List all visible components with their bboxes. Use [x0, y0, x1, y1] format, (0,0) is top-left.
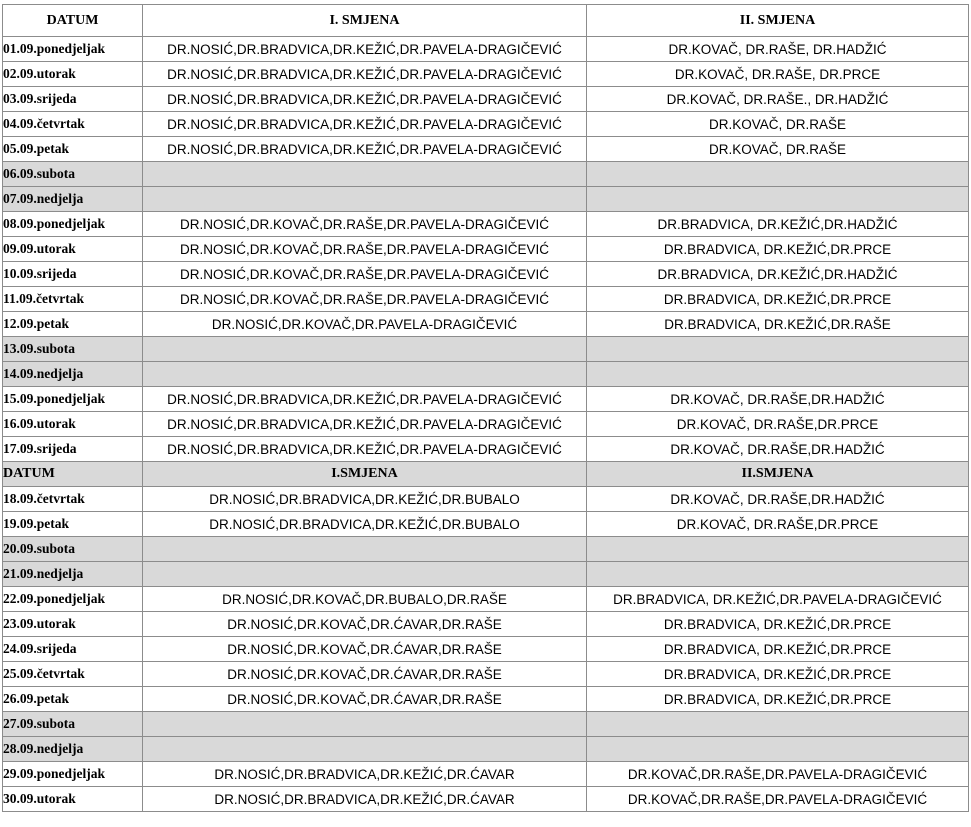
- shift-1-cell: DR.NOSIĆ,DR.BRADVICA,DR.KEŽIĆ,DR.BUBALO: [143, 487, 587, 512]
- schedule-row: [3, 687, 969, 712]
- shift-1-cell: [143, 187, 587, 212]
- date-cell: 21.09.nedjelja: [3, 562, 143, 587]
- shift-2-cell: DR.KOVAČ, DR.RAŠE,DR.PRCE: [587, 512, 969, 537]
- schedule-row: [3, 312, 969, 337]
- schedule-row: [3, 787, 969, 812]
- header-row: [3, 5, 969, 37]
- date-cell: 12.09.petak: [3, 312, 143, 337]
- date-cell: 01.09.ponedjeljak: [3, 37, 143, 62]
- shift-2-cell: DR.BRADVICA, DR.KEŽIĆ,DR.PRCE: [587, 637, 969, 662]
- shift-2-cell: [587, 337, 969, 362]
- shift-1-cell: DR.NOSIĆ,DR.BRADVICA,DR.KEŽIĆ,DR.BUBALO: [143, 512, 587, 537]
- shift-2-cell: [587, 162, 969, 187]
- date-cell: 04.09.četvrtak: [3, 112, 143, 137]
- shift-2-cell: [587, 737, 969, 762]
- schedule-row: [3, 412, 969, 437]
- schedule-row: [3, 362, 969, 387]
- shift-1-cell: DR.NOSIĆ,DR.KOVAČ,DR.ĆAVAR,DR.RAŠE: [143, 637, 587, 662]
- shift-2-cell: DR.KOVAČ, DR.RAŠE, DR.PRCE: [587, 62, 969, 87]
- shift-1-cell: DR.NOSIĆ,DR.BRADVICA,DR.KEŽIĆ,DR.PAVELA-DRAGIČEVIĆ: [143, 37, 587, 62]
- date-cell: 14.09.nedjelja: [3, 362, 143, 387]
- shift-1-cell: DR.NOSIĆ,DR.KOVAČ,DR.ĆAVAR,DR.RAŠE: [143, 687, 587, 712]
- schedule-row: [3, 137, 969, 162]
- date-cell: 16.09.utorak: [3, 412, 143, 437]
- shift-2-cell: [587, 712, 969, 737]
- schedule-row: [3, 387, 969, 412]
- shift-2-cell: DR.BRADVICA, DR.KEŽIĆ,DR.HADŽIĆ: [587, 262, 969, 287]
- schedule-row: [3, 262, 969, 287]
- schedule-row: [3, 87, 969, 112]
- schedule-row: [3, 737, 969, 762]
- shift-2-cell: DR.BRADVICA, DR.KEŽIĆ,DR.HADŽIĆ: [587, 212, 969, 237]
- schedule-row: [3, 337, 969, 362]
- schedule-subheader: [3, 462, 969, 487]
- schedule-body-second: [3, 487, 969, 812]
- shift-1-cell: DR.NOSIĆ,DR.KOVAČ,DR.RAŠE,DR.PAVELA-DRAGIČEVIĆ: [143, 262, 587, 287]
- shift-2-cell: DR.KOVAČ, DR.RAŠE., DR.HADŽIĆ: [587, 87, 969, 112]
- shift-1-cell: DR.NOSIĆ,DR.KOVAČ,DR.ĆAVAR,DR.RAŠE: [143, 662, 587, 687]
- schedule-row: [3, 712, 969, 737]
- shift-1-cell: [143, 362, 587, 387]
- shift-2-cell: DR.KOVAČ, DR.RAŠE: [587, 137, 969, 162]
- date-cell: 15.09.ponedjeljak: [3, 387, 143, 412]
- shift-2-cell: DR.BRADVICA, DR.KEŽIĆ,DR.PRCE: [587, 237, 969, 262]
- subheader-shift-2: II.SMJENA: [587, 462, 969, 487]
- header-shift-1: I. SMJENA: [143, 5, 587, 37]
- date-cell: 22.09.ponedjeljak: [3, 587, 143, 612]
- shift-2-cell: DR.BRADVICA, DR.KEŽIĆ,DR.PRCE: [587, 287, 969, 312]
- schedule-row: [3, 537, 969, 562]
- shift-1-cell: [143, 162, 587, 187]
- shift-1-cell: DR.NOSIĆ,DR.BRADVICA,DR.KEŽIĆ,DR.PAVELA-DRAGIČEVIĆ: [143, 137, 587, 162]
- schedule-row: [3, 662, 969, 687]
- shift-2-cell: DR.KOVAČ, DR.RAŠE: [587, 112, 969, 137]
- shift-2-cell: [587, 537, 969, 562]
- schedule-row: [3, 287, 969, 312]
- shift-1-cell: DR.NOSIĆ,DR.KOVAČ,DR.RAŠE,DR.PAVELA-DRAGIČEVIĆ: [143, 212, 587, 237]
- date-cell: 18.09.četvrtak: [3, 487, 143, 512]
- date-cell: 08.09.ponedjeljak: [3, 212, 143, 237]
- shift-1-cell: DR.NOSIĆ,DR.BRADVICA,DR.KEŽIĆ,DR.PAVELA-DRAGIČEVIĆ: [143, 87, 587, 112]
- header-shift-2: II. SMJENA: [587, 5, 969, 37]
- schedule-row: [3, 562, 969, 587]
- shift-2-cell: DR.BRADVICA, DR.KEŽIĆ,DR.PAVELA-DRAGIČEVIĆ: [587, 587, 969, 612]
- date-cell: 27.09.subota: [3, 712, 143, 737]
- date-cell: 26.09.petak: [3, 687, 143, 712]
- shift-2-cell: DR.KOVAČ,DR.RAŠE,DR.PAVELA-DRAGIČEVIĆ: [587, 762, 969, 787]
- shift-1-cell: DR.NOSIĆ,DR.KOVAČ,DR.RAŠE,DR.PAVELA-DRAGIČEVIĆ: [143, 287, 587, 312]
- subheader-row: [3, 462, 969, 487]
- date-cell: 29.09.ponedjeljak: [3, 762, 143, 787]
- subheader-shift-1: I.SMJENA: [143, 462, 587, 487]
- date-cell: 09.09.utorak: [3, 237, 143, 262]
- date-cell: 20.09.subota: [3, 537, 143, 562]
- date-cell: 23.09.utorak: [3, 612, 143, 637]
- shift-2-cell: DR.KOVAČ, DR.RAŠE,DR.HADŽIĆ: [587, 437, 969, 462]
- date-cell: 13.09.subota: [3, 337, 143, 362]
- shift-1-cell: [143, 337, 587, 362]
- date-cell: 28.09.nedjelja: [3, 737, 143, 762]
- schedule-row: [3, 487, 969, 512]
- date-cell: 25.09.četvrtak: [3, 662, 143, 687]
- shift-1-cell: DR.NOSIĆ,DR.BRADVICA,DR.KEŽIĆ,DR.PAVELA-DRAGIČEVIĆ: [143, 387, 587, 412]
- shift-2-cell: DR.BRADVICA, DR.KEŽIĆ,DR.PRCE: [587, 687, 969, 712]
- schedule-row: [3, 762, 969, 787]
- shift-1-cell: DR.NOSIĆ,DR.BRADVICA,DR.KEŽIĆ,DR.PAVELA-DRAGIČEVIĆ: [143, 412, 587, 437]
- schedule-row: [3, 37, 969, 62]
- shift-2-cell: DR.KOVAČ, DR.RAŠE, DR.HADŽIĆ: [587, 37, 969, 62]
- shift-1-cell: DR.NOSIĆ,DR.KOVAČ,DR.RAŠE,DR.PAVELA-DRAGIČEVIĆ: [143, 237, 587, 262]
- shift-2-cell: DR.KOVAČ, DR.RAŠE,DR.HADŽIĆ: [587, 487, 969, 512]
- shift-1-cell: DR.NOSIĆ,DR.BRADVICA,DR.KEŽIĆ,DR.ĆAVAR: [143, 787, 587, 812]
- date-cell: 11.09.četvrtak: [3, 287, 143, 312]
- schedule-row: [3, 112, 969, 137]
- schedule-row: [3, 237, 969, 262]
- shift-1-cell: [143, 537, 587, 562]
- shift-1-cell: [143, 712, 587, 737]
- schedule-row: [3, 212, 969, 237]
- date-cell: 24.09.srijeda: [3, 637, 143, 662]
- header-date: DATUM: [3, 5, 143, 37]
- shift-1-cell: DR.NOSIĆ,DR.BRADVICA,DR.KEŽIĆ,DR.PAVELA-DRAGIČEVIĆ: [143, 62, 587, 87]
- shift-1-cell: DR.NOSIĆ,DR.BRADVICA,DR.KEŽIĆ,DR.PAVELA-DRAGIČEVIĆ: [143, 112, 587, 137]
- shift-2-cell: DR.BRADVICA, DR.KEŽIĆ,DR.PRCE: [587, 612, 969, 637]
- date-cell: 06.09.subota: [3, 162, 143, 187]
- date-cell: 02.09.utorak: [3, 62, 143, 87]
- date-cell: 07.09.nedjelja: [3, 187, 143, 212]
- date-cell: 17.09.srijeda: [3, 437, 143, 462]
- shift-1-cell: DR.NOSIĆ,DR.KOVAČ,DR.ĆAVAR,DR.RAŠE: [143, 612, 587, 637]
- date-cell: 30.09.utorak: [3, 787, 143, 812]
- schedule-body-first: [3, 37, 969, 462]
- shift-1-cell: DR.NOSIĆ,DR.KOVAČ,DR.BUBALO,DR.RAŠE: [143, 587, 587, 612]
- shift-2-cell: DR.KOVAČ, DR.RAŠE,DR.PRCE: [587, 412, 969, 437]
- shift-schedule-table: [2, 4, 969, 812]
- shift-1-cell: [143, 562, 587, 587]
- schedule-row: [3, 612, 969, 637]
- shift-2-cell: DR.KOVAČ, DR.RAŠE,DR.HADŽIĆ: [587, 387, 969, 412]
- date-cell: 03.09.srijeda: [3, 87, 143, 112]
- schedule-row: [3, 62, 969, 87]
- date-cell: 10.09.srijeda: [3, 262, 143, 287]
- shift-2-cell: DR.BRADVICA, DR.KEŽIĆ,DR.PRCE: [587, 662, 969, 687]
- date-cell: 05.09.petak: [3, 137, 143, 162]
- shift-1-cell: [143, 737, 587, 762]
- shift-1-cell: DR.NOSIĆ,DR.KOVAČ,DR.PAVELA-DRAGIČEVIĆ: [143, 312, 587, 337]
- schedule-row: [3, 162, 969, 187]
- shift-2-cell: [587, 187, 969, 212]
- shift-1-cell: DR.NOSIĆ,DR.BRADVICA,DR.KEŽIĆ,DR.PAVELA-DRAGIČEVIĆ: [143, 437, 587, 462]
- schedule-row: [3, 587, 969, 612]
- schedule-row: [3, 512, 969, 537]
- shift-2-cell: DR.KOVAČ,DR.RAŠE,DR.PAVELA-DRAGIČEVIĆ: [587, 787, 969, 812]
- schedule-row: [3, 187, 969, 212]
- shift-2-cell: [587, 362, 969, 387]
- shift-2-cell: [587, 562, 969, 587]
- shift-2-cell: DR.BRADVICA, DR.KEŽIĆ,DR.RAŠE: [587, 312, 969, 337]
- schedule-row: [3, 437, 969, 462]
- subheader-date: DATUM: [3, 462, 143, 487]
- date-cell: 19.09.petak: [3, 512, 143, 537]
- shift-1-cell: DR.NOSIĆ,DR.BRADVICA,DR.KEŽIĆ,DR.ĆAVAR: [143, 762, 587, 787]
- schedule-row: [3, 637, 969, 662]
